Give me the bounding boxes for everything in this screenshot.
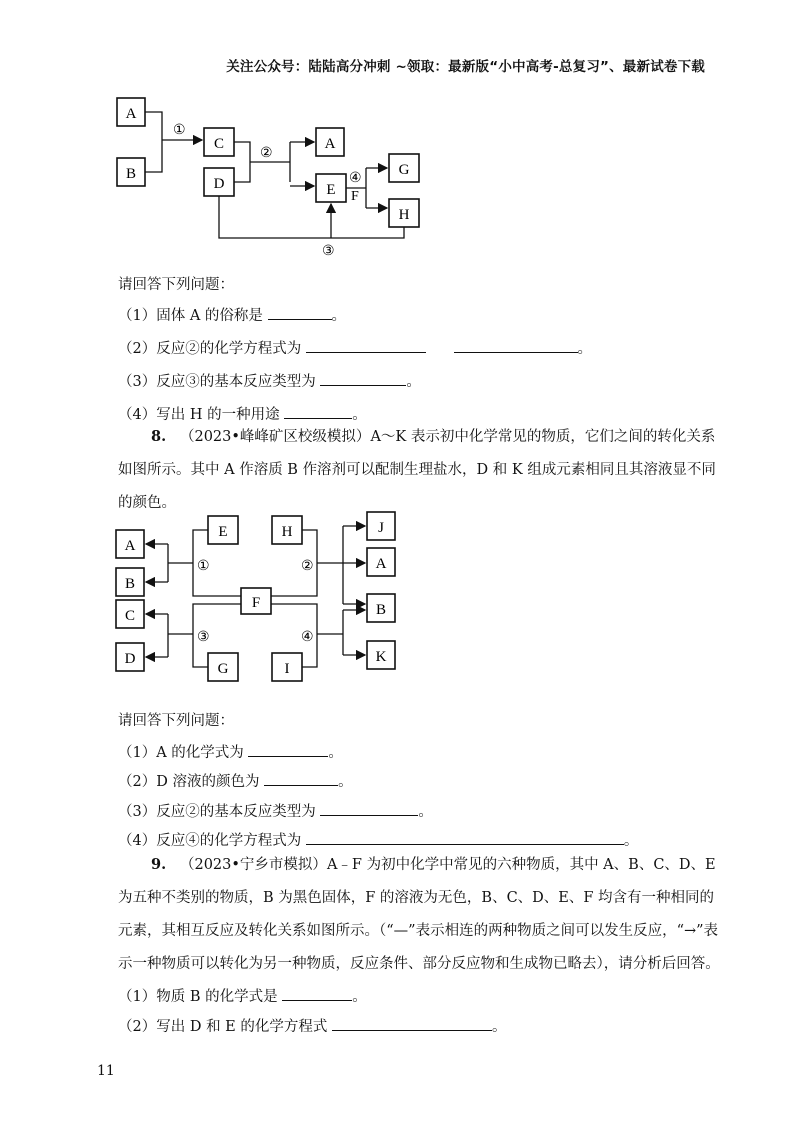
reactant-f-label: F: [351, 189, 359, 204]
node-d: D: [213, 176, 225, 192]
reaction-2-label: ②: [301, 559, 314, 574]
answer-blank[interactable]: [264, 771, 338, 786]
reaction-diagram-1: [100, 88, 440, 263]
node-k: K: [375, 649, 387, 665]
q7-prompt: 请回答下列问题：: [118, 277, 234, 293]
page-number: 11: [97, 1063, 115, 1079]
node-b: B: [125, 166, 137, 182]
answer-blank[interactable]: [306, 338, 426, 353]
reaction-1-label: ①: [197, 559, 210, 574]
q9-item-1: （1）物质 B 的化学式是 。: [118, 986, 367, 1007]
reaction-diagram-2: [100, 508, 420, 688]
answer-blank[interactable]: [268, 305, 332, 320]
answer-blank[interactable]: [454, 338, 578, 353]
q7-item-1: （1）固体 A 的俗称是 。: [118, 305, 346, 326]
node-c: C: [124, 608, 136, 624]
answer-blank[interactable]: [320, 371, 406, 386]
answer-blank[interactable]: [284, 404, 352, 419]
node-e: E: [218, 524, 228, 540]
reaction-3-label: ③: [197, 630, 210, 645]
node-a: A: [124, 538, 136, 554]
q7-item-4: （4）写出 H 的一种用途 。: [118, 404, 367, 425]
q8-stem: 8. （2023•峰峰矿区校级模拟）A～K 表示初中化学常见的物质，它们之间的转化关系如图所示。其中 A 作溶质 B 作溶剂可以配制生理盐水，D 和 K 组成元素相同且其溶液显不同的颜色。: [118, 428, 716, 511]
node-g: G: [217, 661, 229, 677]
node-h: H: [281, 524, 293, 540]
reaction-2-label: ②: [260, 146, 273, 161]
node-b2: B: [375, 602, 387, 618]
node-d: D: [124, 651, 136, 667]
node-j: J: [378, 520, 384, 536]
node-a1: A: [125, 106, 137, 122]
q7-item-2: （2）反应②的化学方程式为 。: [118, 338, 592, 359]
q8-item-3: （3）反应②的基本反应类型为 。: [118, 801, 433, 822]
node-f: F: [251, 595, 261, 611]
node-b1: B: [124, 576, 136, 592]
node-e: E: [326, 182, 336, 198]
answer-blank[interactable]: [248, 742, 328, 757]
node-g: G: [398, 162, 410, 178]
page-header: 关注公众号：陆陆高分冲刺 ~领取：最新版“小中高考-总复习”、最新试卷下载: [226, 59, 705, 75]
node-i: I: [284, 661, 290, 677]
q7-item-3: （3）反应③的基本反应类型为 。: [118, 371, 421, 392]
node-c: C: [213, 136, 225, 152]
reaction-4-label: ④: [349, 171, 362, 186]
q8-item-1: （1）A 的化学式为 。: [118, 742, 343, 763]
reaction-1-label: ①: [173, 123, 186, 138]
q9-stem: 9. （2023•宁乡市模拟）A﹣F 为初中化学中常见的六种物质，其中 A、B、C、D、E 为五种不类别的物质，B 为黑色固体，F 的溶液为无色，B、C、D、E、F 均含有一种相同的元素，其相互反应及转化关系如图所示。（“—”表示相连的两种物质之间可以发生反应，“→”表示一种物质可以转化为另一种物质，反应条件、部分反应物和生成物已略去），请分析后回答。: [118, 856, 720, 972]
q9-item-2: （2）写出 D 和 E 的化学方程式 。: [118, 1016, 506, 1037]
answer-blank[interactable]: [320, 801, 418, 816]
answer-blank[interactable]: [282, 986, 352, 1001]
reaction-3-label: ③: [322, 244, 335, 259]
reaction-4-label: ④: [301, 630, 314, 645]
node-h: H: [398, 207, 410, 223]
answer-blank[interactable]: [306, 830, 624, 845]
q8-item-4: （4）反应④的化学方程式为 。: [118, 830, 638, 851]
node-a2: A: [375, 556, 387, 572]
q8-prompt: 请回答下列问题：: [118, 713, 234, 729]
answer-blank[interactable]: [332, 1016, 492, 1031]
node-a2: A: [324, 136, 336, 152]
q8-item-2: （2）D 溶液的颜色为 。: [118, 771, 353, 792]
